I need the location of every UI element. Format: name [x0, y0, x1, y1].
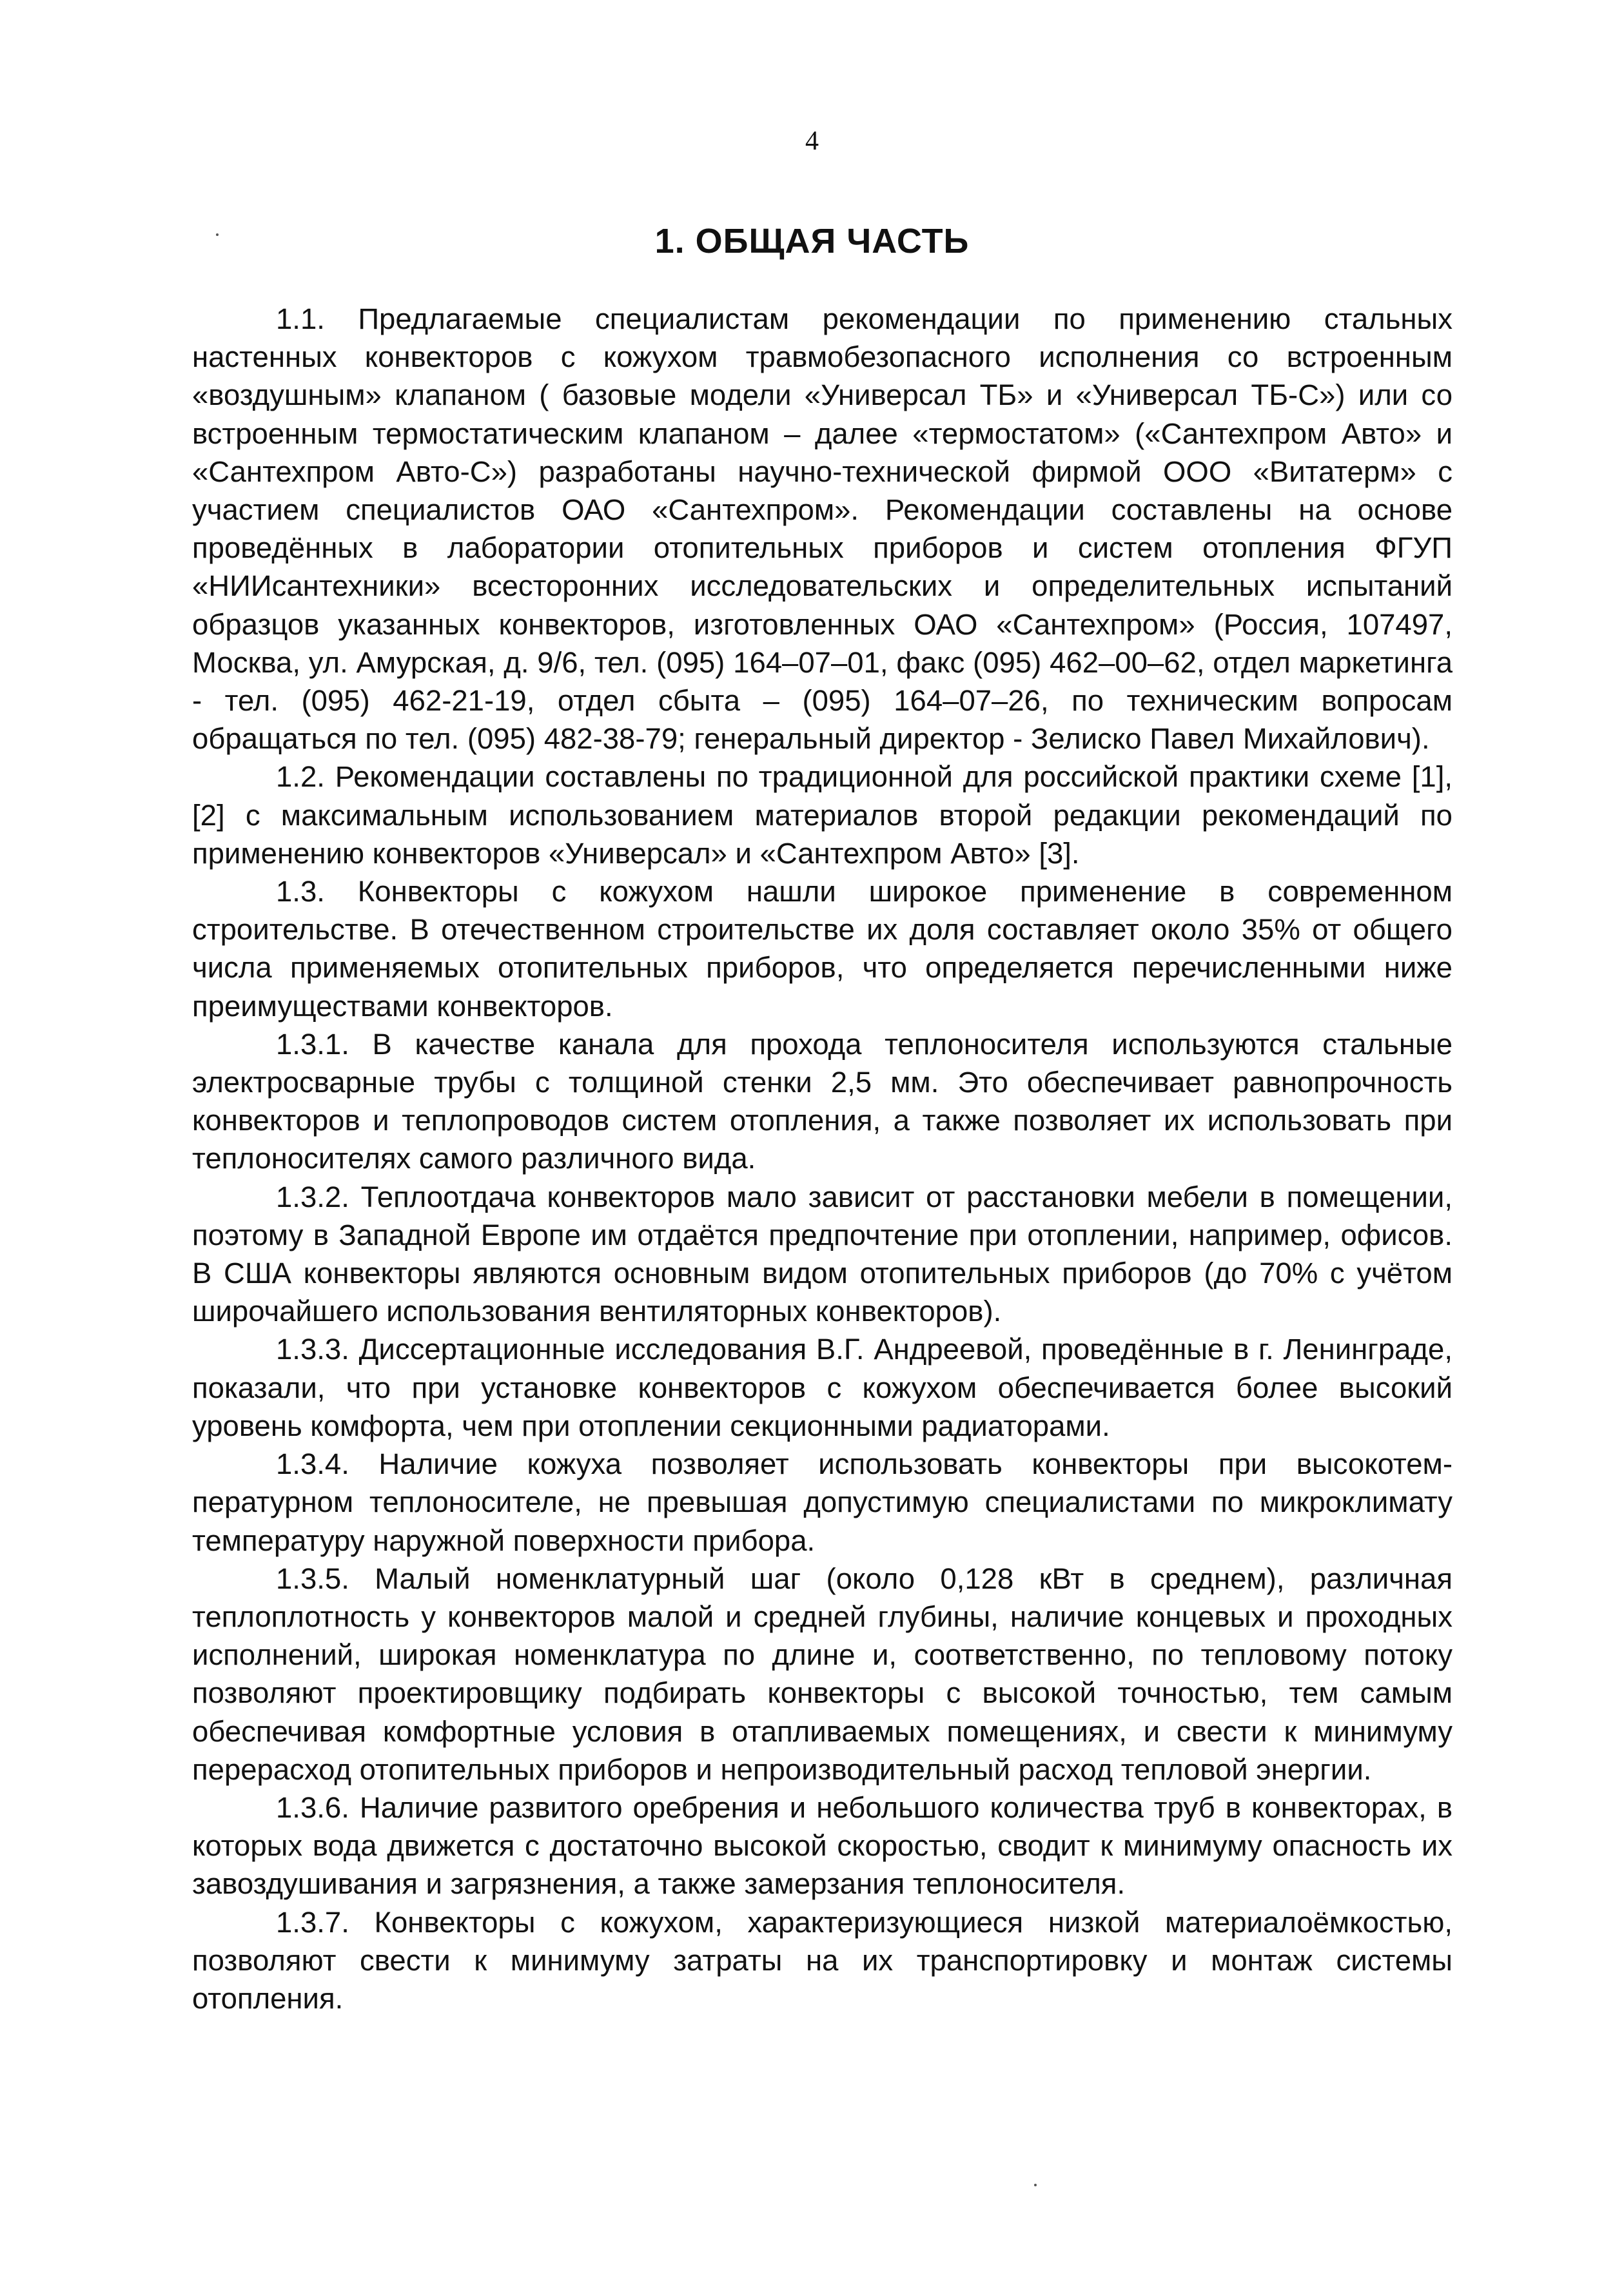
scan-speck [216, 233, 219, 236]
paragraph-1-3-3: 1.3.3. Диссертационные исследования В.Г. Андреевой, проведённые в г. Ленинграде, показали, что при установке конвекторов с кожухом обеспечивается более высокий уровень комфорта, чем при отоплении секционными радиаторами. [192, 1333, 1453, 1442]
paragraph-1-1: 1.1. Предлагаемые специалистам рекомендации по применению стальных настенных конвекторов с кожухом травмобезопасного исполнения со встроенным «воздушным» клапаном ( базовые модели «Универсал ТБ» и «Универсал ТБ-С») или со встроенным термостатическим клапаном – далее «термостатом» («Сантехпром Авто» и «Сантехпром Авто-С») разработаны научно-технической фирмой ООО «Витатерм» с участием специалистов ОАО «Сантехпром». Рекомендации составлены на основе проведённых в лаборатории отопительных приборов и систем отопления ФГУП «НИИсантехники» всесторонних исследовательских и определительных испытаний образцов указанных конвекторов, изготовленных ОАО «Сантехпром» (Россия, 107497, Москва, ул. Амурская, д. 9/6, тел. (095) 164–07–01, факс (095) 462–00–62, отдел маркетинга - тел. (095) 462-21-19, отдел сбыта – (095) 164–07–26, по техническим вопросам обращаться по тел. (095) 482-38-79; генеральный директор - Зелиско Павел Михайлович). [192, 302, 1453, 756]
page-number: 4 [805, 126, 819, 156]
paragraph-1-3-5: 1.3.5. Малый номенклатурный шаг (около 0,128 кВт в среднем), различная теплоплотность у конвекторов малой и средней глубины, наличие концевых и проходных исполнений, широкая номенклатура по длине и, соответственно, по тепловому потоку позволяют проектировщику подбирать конвекторы с высокой точностью, тем самым обеспечивая комфортные условия в отапливаемых помещениях, и свести к минимуму перерасход отопительных приборов и непроизводительный расход тепловой энергии. [192, 1562, 1453, 1786]
paragraph-1-3-1: 1.3.1. В качестве канала для прохода теплоносителя используются стальные электросварные трубы с толщиной стенки 2,5 мм. Это обеспечивает равнопрочность конвекторов и теплопроводов систем отопления, а также позволяет их использовать при теплоносителях самого различного вида. [192, 1027, 1453, 1175]
paragraph-1-3-4: 1.3.4. Наличие кожуха позволяет использовать конвекторы при высокотемпературном теплоносителе, не превышая допустимую специалистами по микроклимату температуру наружной поверхности прибора. [192, 1447, 1453, 1557]
paragraph-1-3-6: 1.3.6. Наличие развитого оребрения и небольшого количества труб в конвекторах, в которых вода движется с достаточно высокой скоростью, сводит к минимуму опасность их завоздушивания и загрязнения, а также замерзания теплоносителя. [192, 1790, 1453, 1901]
section-heading: 1. ОБЩАЯ ЧАСТЬ [654, 222, 970, 260]
paragraph-1-2: 1.2. Рекомендации составлены по традиционной для российской практики схеме [1], [2] с максимальным использованием материалов второй редакции рекомендаций по применению конвекторов «Универсал» и «Сантехпром Авто» [3]. [192, 760, 1453, 870]
scan-speck [1034, 2184, 1037, 2186]
body-text [192, 300, 1453, 2017]
paragraph-1-3: 1.3. Конвекторы с кожухом нашли широкое применение в современном строительстве. В отечественном строительстве их доля составляет около 35% от общего числа применяемых отопительных приборов, что определяется перечисленными ниже преимуществами конвекторов. [192, 875, 1453, 1023]
paragraph-1-3-7: 1.3.7. Конвекторы с кожухом, характеризующиеся низкой материалоёмкостью, позволяют свести к минимуму затраты на их транспортировку и монтаж системы отопления. [192, 1905, 1453, 2015]
paragraph-1-3-2: 1.3.2. Теплоотдача конвекторов мало зависит от расстановки мебели в помещении, поэтому в Западной Европе им отдаётся предпочтение при отоплении, например, офисов. В США конвекторы являются основным видом отопительных приборов (до 70% с учётом широчайшего использования вентиляторных конвекторов). [192, 1180, 1453, 1328]
